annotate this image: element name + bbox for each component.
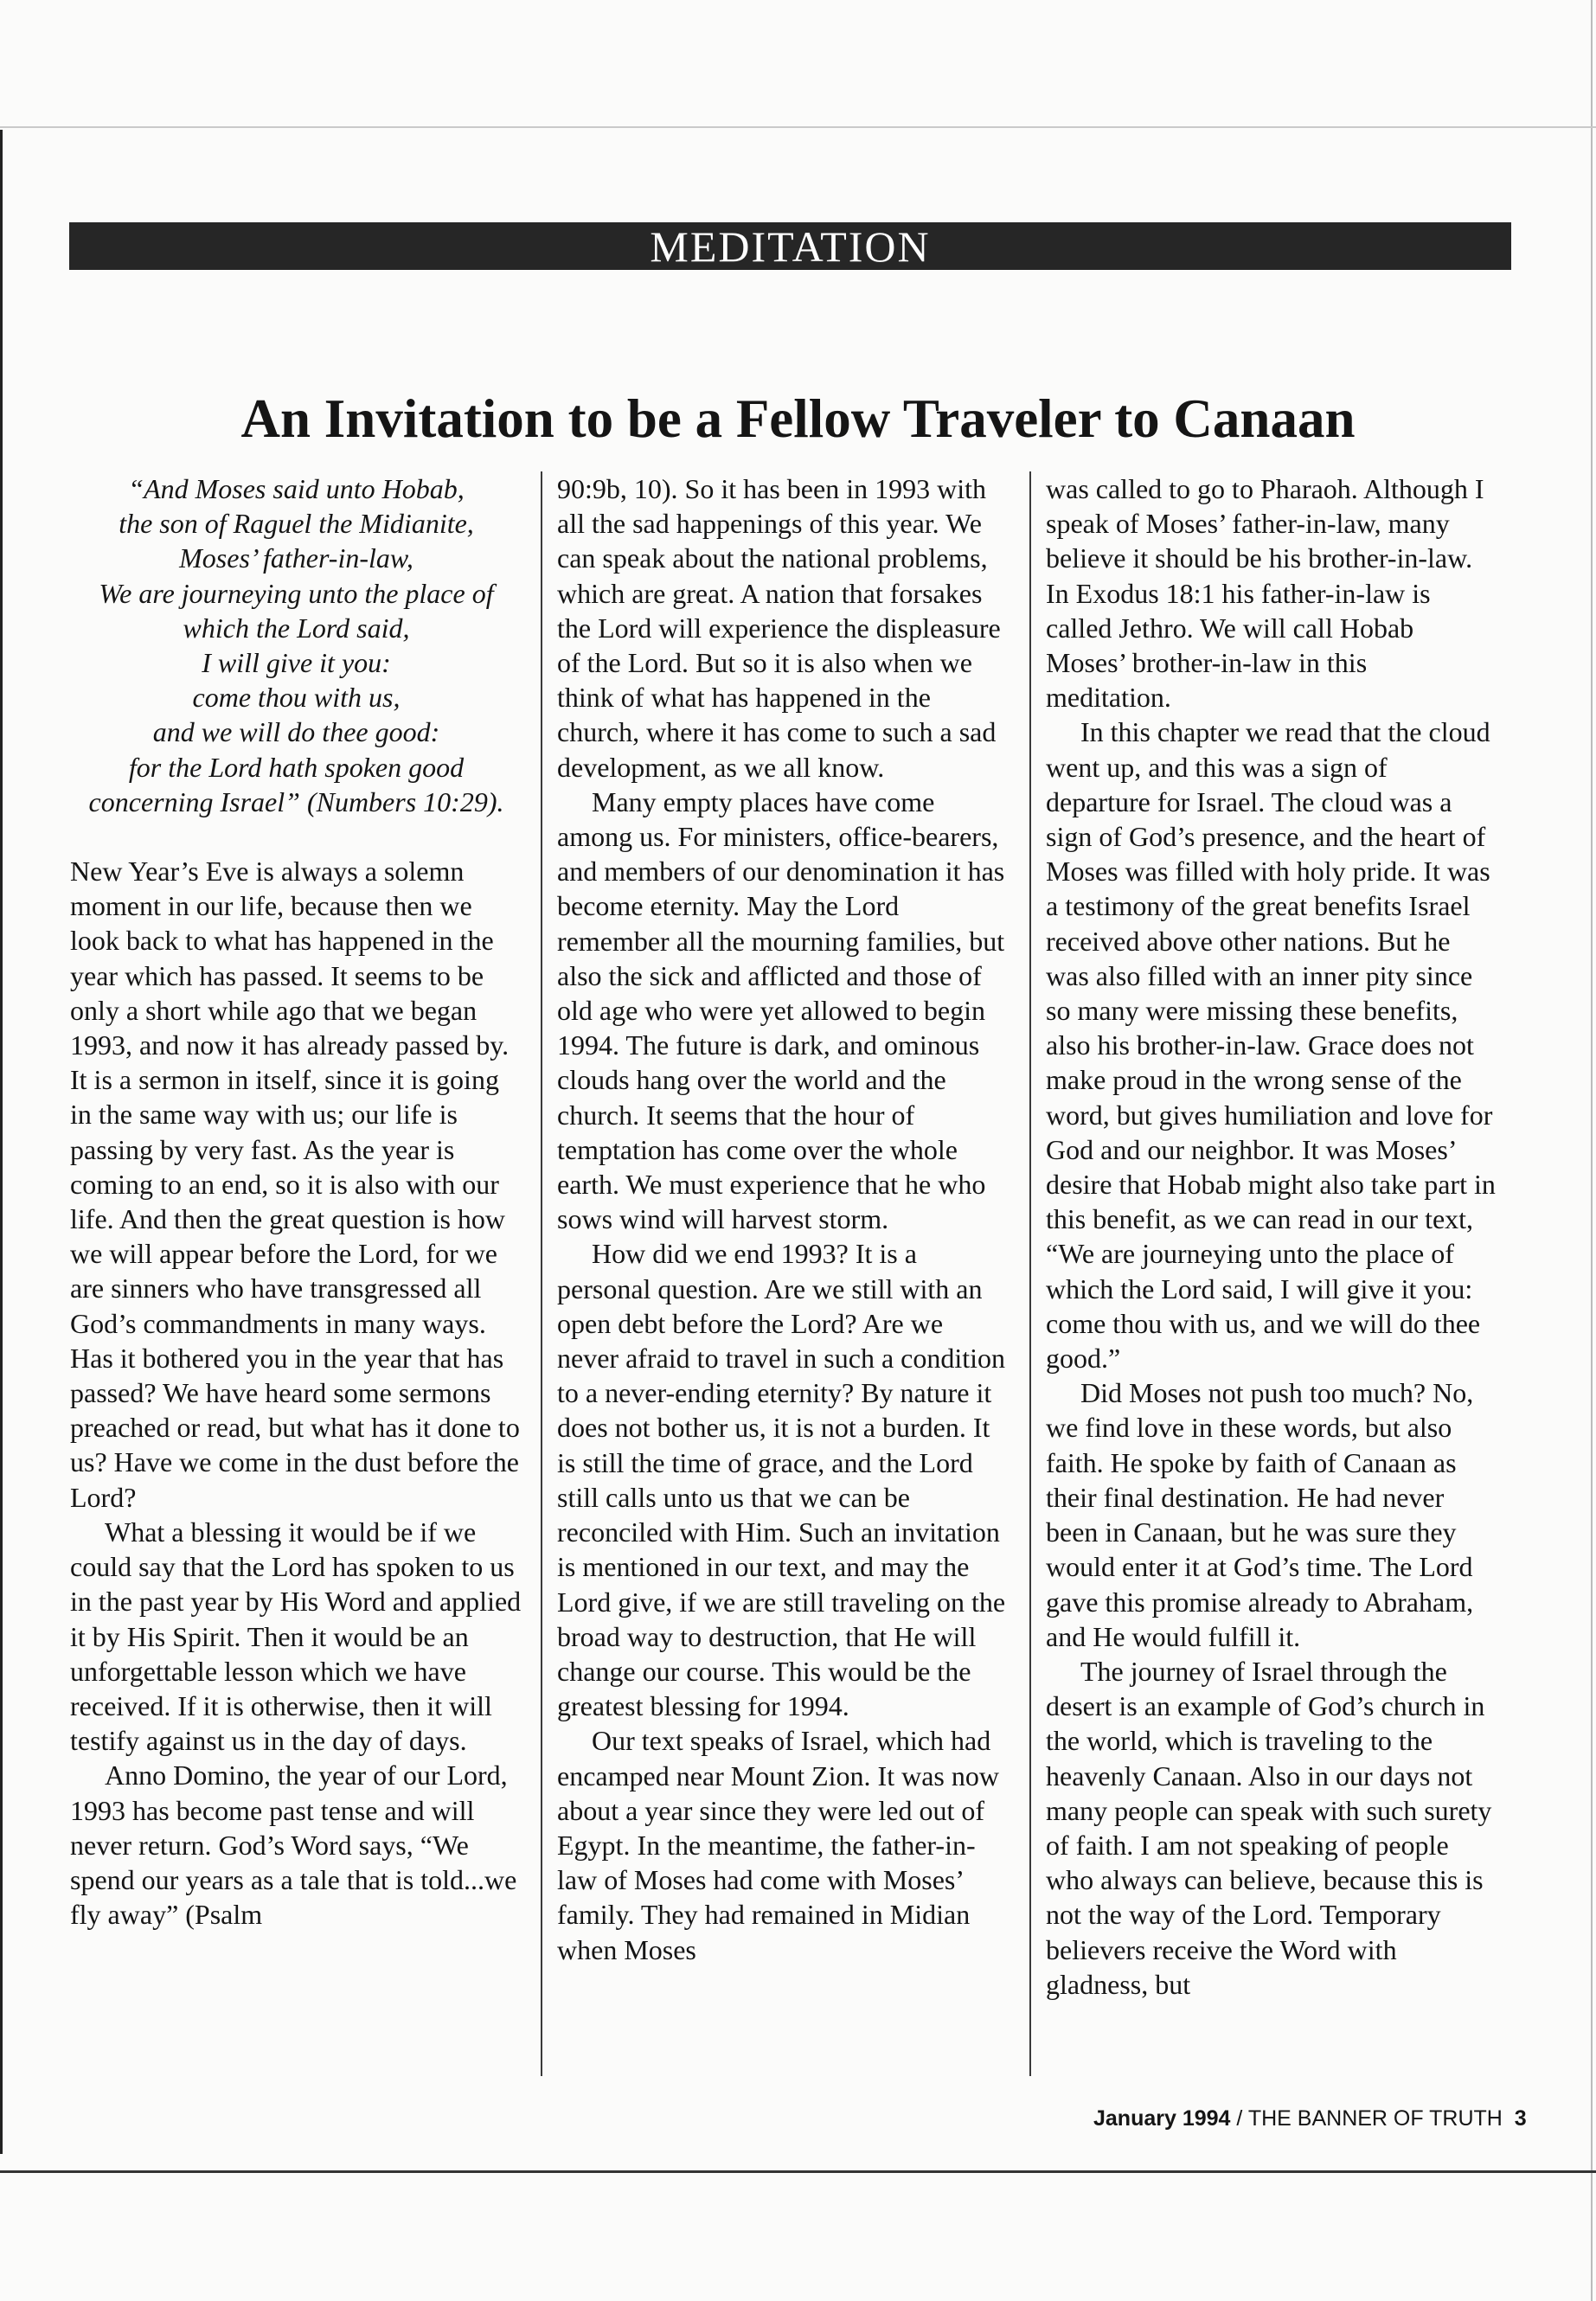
column-2 — [557, 471, 1010, 1967]
column-1 — [70, 471, 522, 1932]
page-footer — [1093, 2105, 1527, 2132]
footer-publication: THE BANNER OF TRUTH — [1247, 2106, 1503, 2131]
scan-edge-right — [1591, 0, 1593, 2301]
paragraph: 90:9b, 10). So it has been in 1993 with all the sad happenings of this year. We can speak about the national problems, which are great. A nation that forsakes the Lord will experience the displeasure of the Lord. But so it is also when we think of what has happened in the church, where it has come to such a sad development, as we all know. — [557, 473, 1001, 783]
page-number: 3 — [1514, 2106, 1527, 2131]
footer-date: January 1994 — [1093, 2106, 1231, 2131]
paragraph: Our text speaks of Israel, which had encamped near Mount Zion. It was now about a year since they were led out of Egypt. In the meantime, the father-in-law of Moses had come with Moses’ family. They had remained in Midian when Moses — [557, 1725, 999, 1965]
top-rule — [0, 126, 1596, 128]
column-3 — [1046, 471, 1498, 2002]
article-title: An Invitation to be a Fellow Traveler to Canaan — [240, 388, 1356, 449]
paragraph: What a blessing it would be if we could say that the Lord has spoken to us in the past year by His Word and applied it by His Spirit. Then it would be an unforgettable lesson which we have received. If it is otherwise, then it will testify against us in the day of days. — [70, 1516, 522, 1757]
paragraph: The journey of Israel through the desert is an example of God’s church in the world, which is traveling to the heavenly Canaan. Also in our days not many people can speak with such surety of faith. I am not speaking of people who always can believe, because this is not the way of the Lord. Temporary believers receive the Word with gladness, but — [1046, 1655, 1492, 2000]
column-divider — [541, 471, 542, 2076]
footer-separator: / — [1230, 2106, 1248, 2131]
paragraph: Many empty places have come among us. For ministers, office-bearers, and members of our denomination it has become eternity. May the Lord remember all the mourning families, but also the sick and afflicted and those of old age who were yet allowed to begin 1994. The future is dark, and ominous clouds hang over the world and the church. It seems that the hour of temptation has come over the whole earth. We must experience that he who sows wind will harvest storm. — [557, 785, 1005, 1235]
paragraph: was called to go to Pharaoh. Although I speak of Moses’ father-in-law, many believe it should be his brother-in-law. In Exodus 18:1 his father-in-law is called Jethro. We will call Hobab Moses’ brother-in-law in this meditation. — [1046, 473, 1484, 714]
paragraph: Did Moses not push too much? No, we find love in these words, but also faith. He spoke by faith of Canaan as their final destination. He had never been in Canaan, but he was sure they would enter it at God’s time. The Lord gave this promise already to Abraham, and He would fulfill it. — [1046, 1377, 1474, 1652]
bottom-rule — [0, 2170, 1596, 2173]
epigraph: “And Moses said unto Hobab, the son of Raguel the Midianite, Moses’ father-in-law, We are journeying unto the place of which the Lord said, I will give it you: come thou with us, and we will do thee good: for the Lord hath spoken good concerning Israel” (Numbers 10:29). — [88, 473, 504, 817]
paragraph: How did we end 1993? It is a personal question. Are we still with an open debt before the Lord? Are we never afraid to travel in such a condition to a never-ending eternity? By nature it does not bother us, it is not a burden. It is still the time of grace, and the Lord still calls unto us that we can be reconciled with Him. Such an invitation is mentioned in our text, and may the Lord give, if we are still traveling on the broad way to destruction, that He will change our course. This would be the greatest blessing for 1994. — [557, 1238, 1006, 1722]
section-banner: MEDITATION — [69, 222, 1511, 270]
paragraph: In this chapter we read that the cloud went up, and this was a sign of departure for Israel. The cloud was a sign of God’s presence, and the heart of Moses was filled with holy pride. It was a testimony of the great benefits Israel received above other nations. But he was also filled with an inner pity since so many were missing these benefits, also his brother-in-law. Grace does not make proud in the wrong sense of the word, but gives humiliation and love for God and our neighbor. It was Moses’ desire that Hobab might also take part in this benefit, as we can read in our text, “We are journeying unto the place of which the Lord said, I will give it you: come thou with us, and we will do thee good.” — [1046, 716, 1496, 1375]
column-divider — [1029, 471, 1031, 2076]
paragraph: New Year’s Eve is always a solemn moment in our life, because then we look back to what has happened in the year which has passed. It seems to be only a short while ago that we began 1993, and now it has already passed by. It is a sermon in itself, since it is going in the same way with us; our life is passing by very fast. As the year is coming to an end, so it is also with our life. And then the great question is how we will appear before the Lord, for we are sinners who have transgressed all God’s commandments in many ways. Has it bothered you in the year that has passed? We have heard some sermons preached or read, but what has it done to us? Have we come in the dust before the Lord? — [70, 856, 520, 1513]
paragraph: Anno Domino, the year of our Lord, 1993 has become past tense and will never return. God’s Word says, “We spend our years as a tale that is told...we fly away” (Psalm — [70, 1759, 517, 1931]
